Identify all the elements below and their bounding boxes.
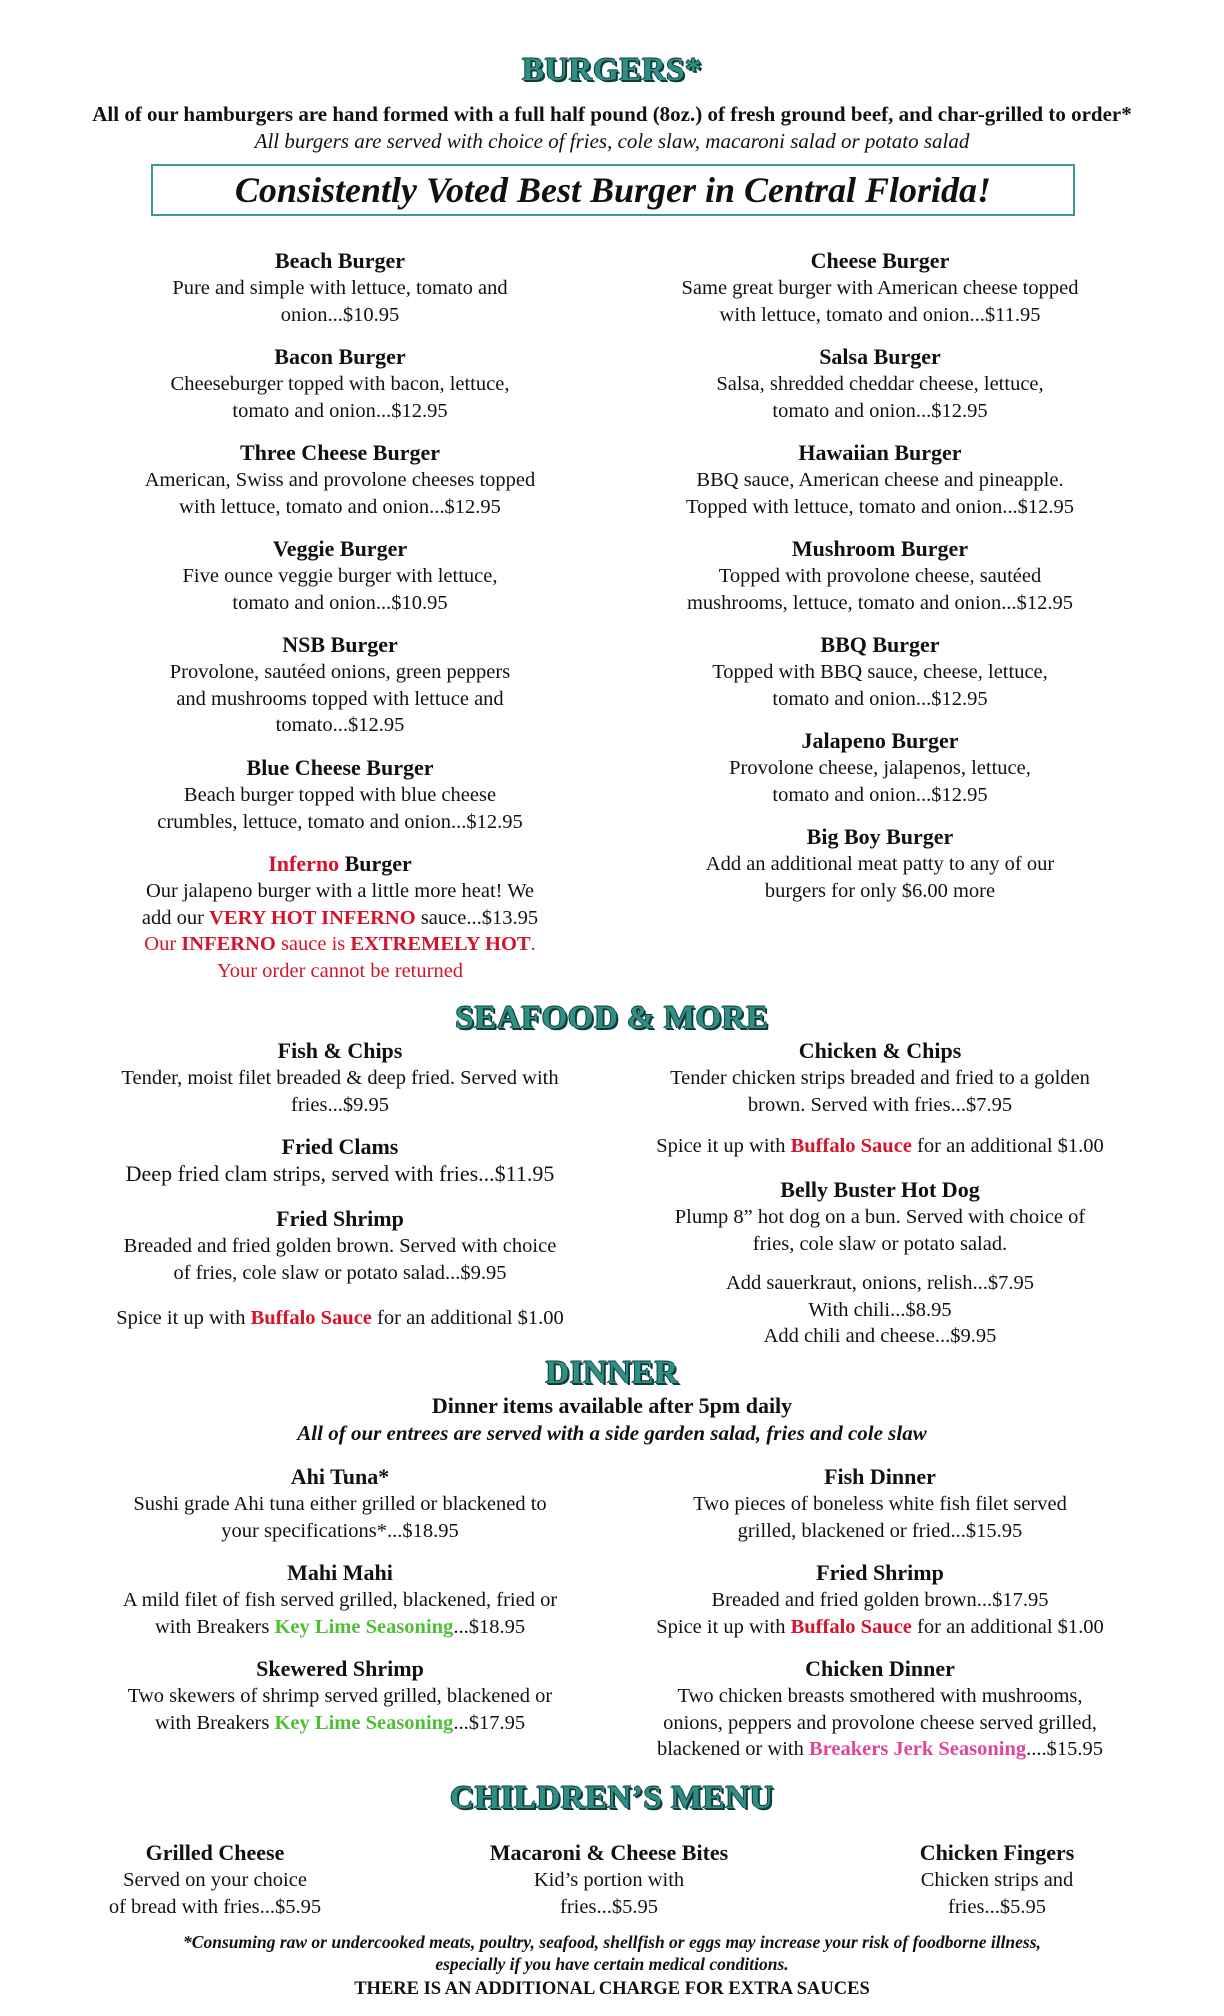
item-desc: Sushi grade Ahi tuna either grilled or blackened to [133, 1493, 547, 1515]
burger-word: Burger [339, 851, 412, 876]
item-desc: brown. Served with fries...$7.95 [747, 1093, 1013, 1116]
extra-line: Add sauerkraut, onions, relish...$7.95 [725, 1272, 1035, 1294]
item-desc: American, Swiss and provolone cheeses topped [144, 469, 536, 491]
item-desc: Deep fried clam strips, served with fries...$11.95 [125, 1161, 555, 1186]
item-desc: Pure and simple with lettuce, tomato and [172, 277, 508, 299]
item-name: Mushroom Burger [791, 536, 969, 561]
inferno-word: Inferno [268, 851, 340, 876]
item-name: Fried Clams [281, 1134, 399, 1159]
item-name: Three Cheese Burger [240, 440, 440, 465]
seafood-title: SEAFOOD & MORE [455, 1000, 769, 1036]
item-desc [60, 1614, 620, 1641]
item-desc: crumbles, lettuce, tomato and onion...$12.95 [157, 810, 523, 833]
item-desc: fries...$9.95 [291, 1093, 389, 1116]
item-desc: tomato...$12.95 [275, 714, 405, 736]
item-desc: Cheeseburger topped with bacon, lettuce, [170, 373, 510, 395]
item-desc: tomato and onion...$12.95 [772, 783, 988, 806]
item-desc: Tender, moist filet breaded & deep fried. Served with [121, 1067, 559, 1089]
item-desc: onion...$10.95 [280, 303, 400, 326]
item-name: Fried Shrimp [816, 1560, 944, 1585]
hot-dog-extras [600, 1270, 1160, 1350]
item-name: Jalapeno Burger [801, 728, 959, 753]
item-name: Belly Buster Hot Dog [780, 1177, 980, 1202]
item-desc: Breaded and fried golden brown...$17.95 [711, 1589, 1049, 1611]
item-desc: Two chicken breasts smothered with mushrooms, [677, 1685, 1083, 1707]
item-desc: fries, cole slaw or potato salad. [752, 1232, 1008, 1255]
menu-item-beach-burger [60, 247, 620, 328]
warning-line: especially if you have certain medical conditions. [435, 1954, 789, 1974]
item-desc: with lettuce, tomato and onion...$11.95 [719, 303, 1041, 326]
item-desc: and mushrooms topped with lettuce and [176, 687, 504, 710]
text-span: INFERNO [181, 933, 276, 955]
item-desc: Beach burger topped with blue cheese [183, 784, 497, 806]
item-name: Mahi Mahi [287, 1560, 393, 1585]
item-name: Blue Cheese Burger [246, 755, 434, 780]
item-desc: Provolone cheese, jalapenos, lettuce, [729, 757, 1031, 779]
menu-item-fried-shrimp-dinner [600, 1559, 1160, 1640]
item-desc: Tender chicken strips breaded and fried to a golden [670, 1067, 1090, 1089]
menu-item-chicken-fingers [837, 1839, 1157, 1920]
item-name: Fish & Chips [277, 1038, 403, 1063]
text-span: ...$17.95 [453, 1711, 526, 1734]
menu-item-cheese-burger [600, 247, 1160, 328]
extra-line: With chili...$8.95 [808, 1298, 952, 1321]
item-desc: Same great burger with American cheese topped [681, 277, 1079, 299]
menu-item-jalapeno-burger [600, 727, 1160, 808]
dinner-title: DINNER [545, 1355, 679, 1391]
item-name: Chicken Fingers [919, 1840, 1075, 1865]
item-name: Macaroni & Cheese Bites [489, 1840, 729, 1865]
dinner-sides-note: All of our entrees are served with a side garden salad, fries and cole slaw [297, 1421, 927, 1445]
text-span: Spice it up with [656, 1135, 791, 1157]
menu-item-inferno-burger [60, 850, 620, 984]
very-hot-inferno-text: VERY HOT INFERNO [209, 906, 416, 929]
item-name: Ahi Tuna* [290, 1464, 390, 1489]
text-span: Spice it up with [656, 1615, 791, 1638]
menu-item-bacon-burger [60, 343, 620, 424]
buffalo-sauce-text: Buffalo Sauce [250, 1307, 372, 1329]
key-lime-seasoning-text: Key Lime Seasoning [274, 1615, 454, 1638]
item-name: Salsa Burger [819, 344, 941, 369]
menu-item-fish-dinner [600, 1463, 1160, 1544]
key-lime-seasoning-text: Key Lime Seasoning [274, 1711, 454, 1734]
item-desc: Two skewers of shrimp served grilled, blackened or [127, 1685, 553, 1707]
text-span: blackened or with [656, 1738, 809, 1760]
menu-item-veggie-burger [60, 535, 620, 616]
item-desc: tomato and onion...$12.95 [232, 399, 448, 422]
food-safety-warning [0, 1931, 1224, 1975]
item-desc: tomato and onion...$12.95 [772, 687, 988, 710]
text-span: ....$15.95 [1026, 1738, 1104, 1760]
extra-line: Add chili and cheese...$9.95 [763, 1325, 997, 1347]
item-name: Fried Shrimp [276, 1206, 404, 1231]
menu-item-hot-dog [600, 1176, 1160, 1257]
item-desc: tomato and onion...$10.95 [232, 591, 448, 614]
item-desc: Served on your choice [123, 1869, 307, 1891]
item-desc: Topped with lettuce, tomato and onion...$12.95 [686, 495, 1074, 518]
children-menu-title: CHILDREN’S MENU [450, 1780, 774, 1816]
item-desc: fries...$5.95 [560, 1895, 658, 1918]
burgers-sides-note: All burgers are served with choice of fries, cole slaw, macaroni salad or potato salad [254, 129, 970, 153]
item-desc: Provolone, sautéed onions, green peppers [169, 661, 511, 683]
item-desc: Topped with provolone cheese, sautéed [718, 565, 1042, 587]
text-span: EXTREMELY HOT [350, 933, 531, 955]
item-desc: Chicken strips and [920, 1869, 1074, 1891]
jerk-seasoning-text: Breakers Jerk Seasoning [808, 1738, 1027, 1760]
menu-item-hawaiian-burger [600, 439, 1160, 520]
menu-item-skewered-shrimp [60, 1655, 620, 1736]
item-desc: tomato and onion...$12.95 [772, 399, 988, 422]
menu-item-big-boy-burger [600, 823, 1160, 904]
text-span: for an additional $1.00 [371, 1307, 564, 1329]
text-span: for an additional $1.00 [911, 1615, 1104, 1638]
menu-item-mahi-mahi [60, 1559, 620, 1640]
menu-item-salsa-burger [600, 343, 1160, 424]
no-return-warning: Your order cannot be returned [216, 959, 464, 982]
spice-note-right [600, 1133, 1160, 1160]
menu-item-grilled-cheese [55, 1839, 375, 1920]
item-desc: fries...$5.95 [948, 1895, 1046, 1918]
buffalo-sauce-text: Buffalo Sauce [790, 1135, 912, 1157]
text-span: sauce is [275, 933, 351, 955]
menu-item-nsb-burger [60, 631, 620, 739]
best-burger-banner: Consistently Voted Best Burger in Central Florida! [151, 164, 1075, 216]
text-span: add our [141, 906, 210, 929]
warning-line: *Consuming raw or undercooked meats, poultry, seafood, shellfish or eggs may increase your risk of foodborne illness, [183, 1932, 1041, 1952]
item-name: Grilled Cheese [145, 1840, 285, 1865]
item-name: NSB Burger [282, 632, 398, 657]
item-desc: of bread with fries...$5.95 [108, 1895, 322, 1918]
item-desc: Two pieces of boneless white fish filet served [693, 1493, 1067, 1515]
item-name: Chicken & Chips [798, 1038, 962, 1063]
menu-item-bbq-burger [600, 631, 1160, 712]
item-name: Big Boy Burger [806, 824, 954, 849]
item-desc [60, 905, 620, 932]
item-name: Skewered Shrimp [256, 1656, 424, 1681]
item-desc [600, 1614, 1160, 1641]
item-desc: Breaded and fried golden brown. Served with choice [123, 1235, 557, 1257]
item-desc: BBQ sauce, American cheese and pineapple. [696, 469, 1064, 491]
item-name: Chicken Dinner [805, 1656, 955, 1681]
menu-item-three-cheese-burger [60, 439, 620, 520]
text-span: Our [144, 933, 182, 955]
item-desc: of fries, cole slaw or potato salad...$9.95 [173, 1261, 507, 1284]
item-desc: with lettuce, tomato and onion...$12.95 [179, 495, 501, 518]
menu-item-mac-cheese-bites [449, 1839, 769, 1920]
item-name: Beach Burger [274, 248, 406, 273]
item-desc: A mild filet of fish served grilled, blackened, fried or [122, 1589, 558, 1611]
item-name: Hawaiian Burger [798, 440, 962, 465]
item-name [60, 850, 620, 878]
item-name: Cheese Burger [810, 248, 950, 273]
item-name: Veggie Burger [272, 536, 408, 561]
item-desc: mushrooms, lettuce, tomato and onion...$12.95 [686, 591, 1074, 614]
menu-item-blue-cheese-burger [60, 754, 620, 835]
item-name: Bacon Burger [274, 344, 406, 369]
menu-item-fried-clams [60, 1133, 620, 1188]
inferno-warning [60, 931, 620, 958]
menu-item-fried-shrimp-seafood [60, 1205, 620, 1286]
item-desc [600, 1736, 1160, 1763]
item-desc: Five ounce veggie burger with lettuce, [182, 565, 498, 587]
item-desc: Topped with BBQ sauce, cheese, lettuce, [712, 661, 1048, 683]
text-span: . [530, 933, 536, 955]
text-span: sauce...$13.95 [415, 906, 539, 929]
item-desc: Add an additional meat patty to any of our [705, 853, 1055, 875]
menu-item-fish-chips [60, 1037, 620, 1118]
item-desc: Salsa, shredded cheddar cheese, lettuce, [716, 373, 1044, 395]
item-desc: burgers for only $6.00 more [764, 879, 996, 902]
menu-item-ahi-tuna [60, 1463, 620, 1544]
burgers-title: BURGERS* [521, 52, 703, 88]
menu-item-chicken-dinner [600, 1655, 1160, 1763]
menu-item-chicken-chips [600, 1037, 1160, 1118]
item-desc: Plump 8” hot dog on a bun. Served with choice of [674, 1206, 1086, 1228]
menu-item-mushroom-burger [600, 535, 1160, 616]
burgers-intro: All of our hamburgers are hand formed with a full half pound (8oz.) of fresh ground beef, and char-grilled to order* [92, 102, 1132, 126]
item-desc [60, 1710, 620, 1737]
item-desc: onions, peppers and provolone cheese served grilled, [663, 1711, 1097, 1734]
item-name: Fish Dinner [824, 1464, 936, 1489]
text-span: ...$18.95 [453, 1615, 526, 1638]
item-name: BBQ Burger [820, 632, 940, 657]
spice-note-left [60, 1305, 620, 1332]
dinner-availability: Dinner items available after 5pm daily [431, 1393, 793, 1418]
buffalo-sauce-text: Buffalo Sauce [790, 1615, 912, 1638]
item-desc: your specifications*...$18.95 [221, 1519, 459, 1542]
text-span: Spice it up with [116, 1307, 251, 1329]
text-span: with Breakers [154, 1711, 275, 1734]
item-desc: Our jalapeno burger with a little more heat! We [145, 880, 535, 902]
item-desc: Kid’s portion with [533, 1869, 685, 1891]
text-span: with Breakers [154, 1615, 275, 1638]
text-span: for an additional $1.00 [911, 1135, 1104, 1157]
extra-sauce-notice: THERE IS AN ADDITIONAL CHARGE FOR EXTRA SAUCES [354, 1979, 870, 1999]
item-desc: grilled, blackened or fried...$15.95 [737, 1519, 1023, 1542]
